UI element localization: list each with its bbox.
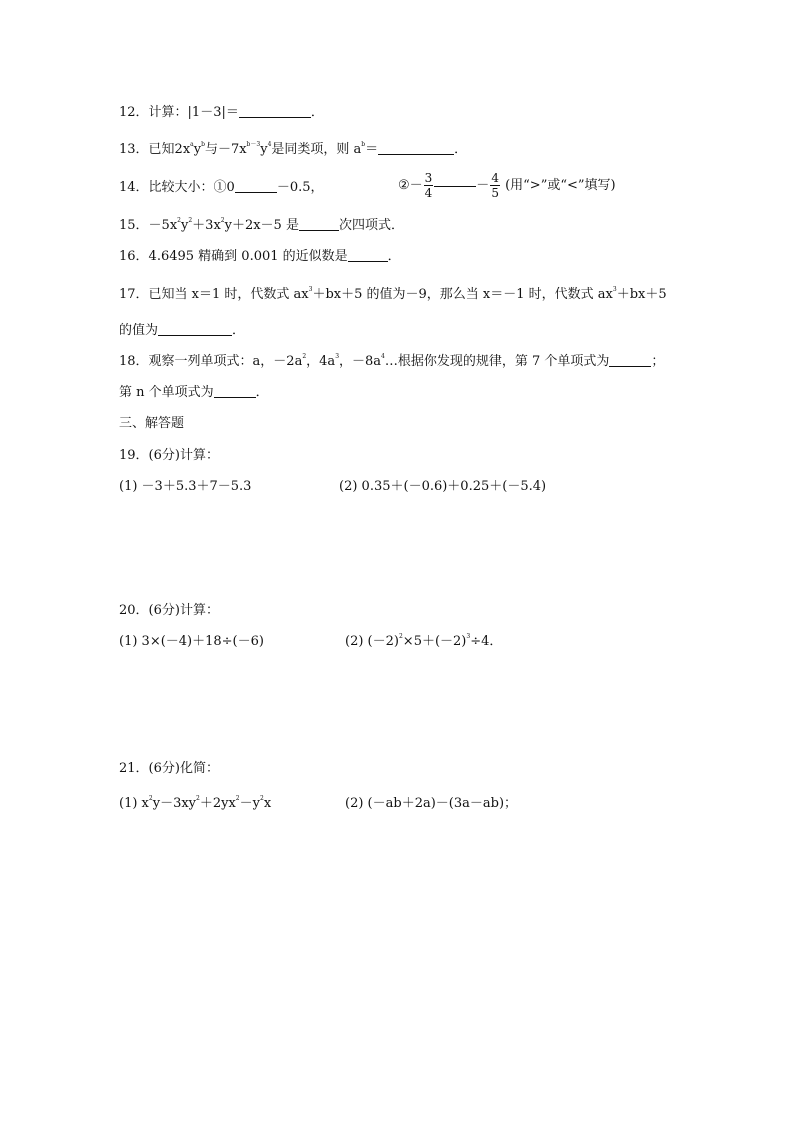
q18-answer-blank-2[interactable] [214,384,256,398]
question-21-part-2: (2) (－ab＋2a)－(3a－ab)； [345,796,518,811]
question-20-part-2: (2) $(-2)^2\times 5+(-2)^3\div 4$． [345,633,503,649]
question-17-line-2: 的值为 ． [119,323,246,338]
q16-answer-blank[interactable] [348,248,388,262]
q15-answer-blank[interactable] [299,217,339,231]
q17-answer-blank[interactable] [158,322,232,336]
question-21-title: 21．(6分)化简： [119,761,219,776]
question-20-title: 20．(6分)计算： [119,603,219,618]
question-15: 15．$-5x^2y^2+3x^2y+2x-5$ 是 次四项式． [119,217,404,233]
question-18-line-2: 第 n 个单项式为 ． [119,385,269,400]
fraction-4-5: $\frac{4}{5}$ [491,171,499,200]
question-19-part-1: (1) －3＋5.3＋7－5.3 [119,479,252,494]
question-14-part-2: ②－ $\frac{3}{4}$ － $\frac{4}{5}$ (用“>”或“<”填写) [398,171,616,200]
q12-text: 12．计算：|1－3|＝ [119,105,239,120]
question-21-part-1: (1) $x^2y-3xy^2+2yx^2-y^2x$ [119,795,272,811]
q14-answer-blank-2[interactable] [434,173,476,187]
section-heading: 三、解答题 [119,416,185,431]
question-12: 12．计算：|1－3|＝ ． [119,105,324,120]
question-19-title: 19．(6分)计算： [119,448,219,463]
q13-answer-blank[interactable] [378,141,454,155]
question-18: 18．观察一列单项式：a，$-2a^2$，$4a^3$，$-8a^4\dots$根据你发现的规律，第 7 个单项式为 ； [119,353,665,369]
question-20-part-1: (1) 3×(－4)＋18÷(－6) [119,634,264,649]
question-13: 13．已知$2x^ay^b$与$-7x^{b-3}y^4$是同类项，则 $a^b=$ ． [119,141,468,157]
fraction-3-4: $\frac{3}{4}$ [424,171,433,200]
q12-answer-blank[interactable] [239,104,311,118]
question-17: 17．已知当 x＝1 时，代数式 $ax^3+bx+5$ 的值为－9，那么当 x＝－1 时，代数式 $ax^3+bx+5$ [119,286,667,302]
q14-answer-blank-1[interactable] [235,179,277,193]
question-16: 16．4.6495 精确到 0.001 的近似数是 ． [119,249,401,264]
question-14: 14．比较大小：①0 －0.5， [119,180,324,195]
q18-answer-blank-1[interactable] [609,353,651,367]
question-19-part-2: (2) 0.35＋(－0.6)＋0.25＋(－5.4) [339,479,547,494]
